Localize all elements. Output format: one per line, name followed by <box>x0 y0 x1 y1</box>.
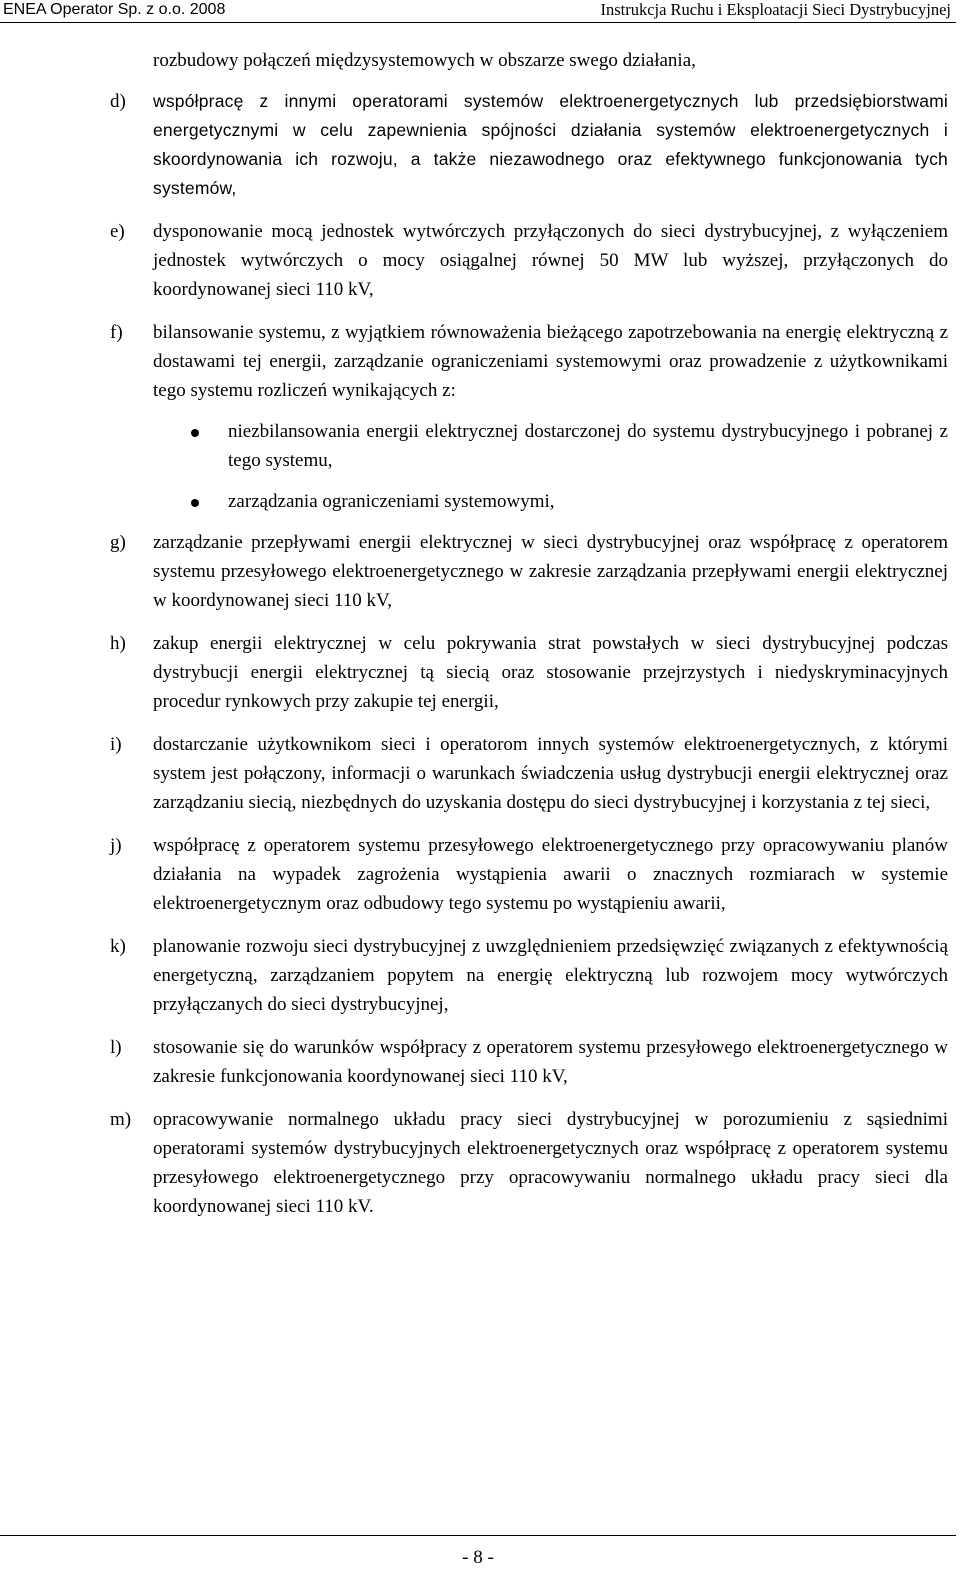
item-text: współpracę z operatorem systemu przesyłowego elektroenergetycznego przy opracowywaniu planów działania na wypadek zagrożenia wystąpienia awarii o znacznych rozmiarach w systemie elektroenergetycznym oraz odbudowy tego systemu po wystąpieniu awarii, <box>153 835 948 914</box>
item-letter: l) <box>110 1037 122 1058</box>
item-text: stosowanie się do warunków współpracy z operatorem systemu przesyłowego elektroenergetycznego w zakresie funkcjonowania koordynowanej sieci 110 kV, <box>153 1037 948 1087</box>
bullet-text: zarządzania ograniczeniami systemowymi, <box>228 491 555 512</box>
item-letter: m) <box>110 1109 132 1130</box>
continuation-text: rozbudowy połączeń międzysystemowych w obszarze swego działania, <box>153 50 696 71</box>
list-item-f <box>110 318 948 405</box>
list-item-k <box>110 932 948 1019</box>
item-letter: i) <box>110 734 122 755</box>
bullet-text: niezbilansowania energii elektrycznej dostarczonej do systemu dystrybucyjnego i pobranej z tego systemu, <box>228 421 948 471</box>
footer-rule <box>0 1535 956 1536</box>
item-letter: h) <box>110 633 126 654</box>
page-header <box>0 0 960 22</box>
list-item-g <box>110 528 948 615</box>
list-item-j <box>110 831 948 918</box>
list-item-e <box>110 217 948 304</box>
item-text: dostarczanie użytkownikom sieci i operatorom innych systemów elektroenergetycznych, z którymi system jest połączony, informacji o warunkach świadczenia usług dystrybucji energii elektrycznej oraz zarządzaniu siecią, niezbędnych do uzyskania dostępu do sieci dystrybucyjnej i korzystania z tej sieci, <box>153 734 948 813</box>
list-item-l <box>110 1033 948 1091</box>
item-letter: j) <box>110 835 122 856</box>
list-item-i <box>110 730 948 817</box>
item-text: dysponowanie mocą jednostek wytwórczych przyłączonych do sieci dystrybucyjnej, z wyłączeniem jednostek wytwórczych o mocy osiągalnej równej 50 MW lub wyższej, przyłączonych do koordynowanej sieci 110 kV, <box>153 221 948 300</box>
item-text: zarządzanie przepływami energii elektrycznej w sieci dystrybucyjnej oraz współpracę z operatorem systemu przesyłowego elektroenergetycznego w zakresie zarządzania przepływami energii elektrycznej w koordynowanej sieci 110 kV, <box>153 532 948 611</box>
item-letter: e) <box>110 221 125 242</box>
item-text: zakup energii elektrycznej w celu pokrywania strat powstałych w sieci dystrybucyjnej podczas dystrybucji energii elektrycznej tą siecią oraz stosowanie przejrzystych i niedyskryminacyjnych procedur rynkowych przy zakupie tej energii, <box>153 633 948 712</box>
bullet-item <box>186 417 948 475</box>
list-item-m <box>110 1105 948 1221</box>
item-text: opracowywanie normalnego układu pracy sieci dystrybucyjnej w porozumieniu z sąsiednimi operatorami systemów dystrybucyjnych elektroenergetycznych oraz współpracę z operatorem systemu przesyłowego elektroenergetycznego przy opracowywaniu normalnego układu pracy sieci dla koordynowanej sieci 110 kV. <box>153 1109 948 1217</box>
item-text: planowanie rozwoju sieci dystrybucyjnej z uwzględnieniem przedsięwzięć związanych z efektywnością energetyczną, zarządzaniem popytem na energię elektryczną lub rozwojem mocy wytwórczych przyłączanych do sieci dystrybucyjnej, <box>153 936 948 1015</box>
header-rule <box>0 22 956 23</box>
item-letter: k) <box>110 936 126 957</box>
bullet-icon <box>191 499 199 507</box>
page-number: - 8 - <box>462 1547 494 1568</box>
item-letter: f) <box>110 322 123 343</box>
bullet-icon <box>191 429 199 437</box>
item-text: współpracę z innymi operatorami systemów elektroenergetycznych lub przedsiębiorstwami energetycznymi w celu zapewnienia spójności działania systemów elektroenergetycznych i skoordynowania ich rozwoju, a także niezawodnego oraz efektywnego funkcjonowania tych systemów, <box>153 91 948 198</box>
item-letter: d) <box>110 91 126 112</box>
header-document-title: Instrukcja Ruchu i Eksploatacji Sieci Dystrybucyjnej <box>600 0 951 19</box>
header-company: ENEA Operator Sp. z o.o. 2008 <box>3 1 226 18</box>
bullet-item <box>186 487 948 516</box>
document-body <box>110 46 948 1235</box>
list-item-h <box>110 629 948 716</box>
bullet-list <box>110 417 948 516</box>
list-item-d <box>110 87 948 203</box>
item-text: bilansowanie systemu, z wyjątkiem równoważenia bieżącego zapotrzebowania na energię elektryczną z dostawami tej energii, zarządzanie ograniczeniami systemowymi oraz prowadzenie z użytkownikami tego systemu rozliczeń wynikających z: <box>153 322 948 401</box>
item-letter: g) <box>110 532 126 553</box>
